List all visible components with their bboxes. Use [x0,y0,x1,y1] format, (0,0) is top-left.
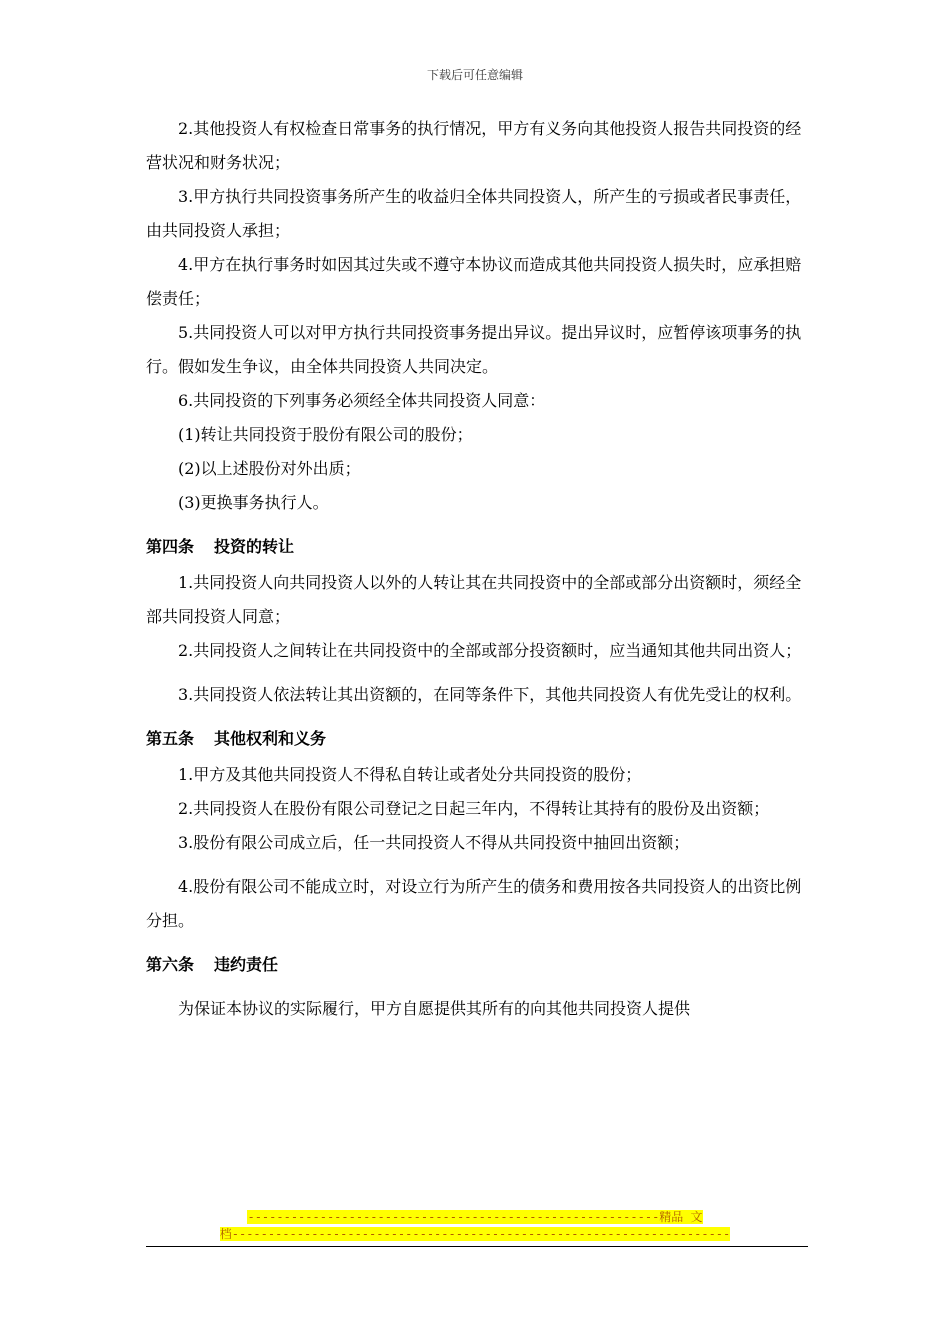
footer-watermark-line1: ---------------------------------------------------------精品 文 [247,1210,703,1224]
footer-watermark-line2: 档--------------------------------------------------------------------- [219,1227,731,1241]
section-number: 第四条 [146,537,195,556]
paragraph: 4.甲方在执行事务时如因其过失或不遵守本协议而造成其他共同投资人损失时，应承担赔偿责任； [146,255,802,308]
paragraph: 5.共同投资人可以对甲方执行共同投资事务提出异议。提出异议时，应暂停该项事务的执行。假如发生争议，由全体共同投资人共同决定。 [146,323,802,376]
paragraph: (3)更换事务执行人。 [178,493,329,512]
paragraph: (2)以上述股份对外出质； [178,459,361,478]
section-heading [146,722,808,756]
section-heading [146,948,808,982]
paragraph: 3.共同投资人依法转让其出资额的，在同等条件下，其他共同投资人有优先受让的权利。 [178,685,802,704]
paragraph: 1.甲方及其他共同投资人不得私自转让或者处分共同投资的股份； [178,765,642,784]
section-title: 其他权利和义务 [214,729,327,748]
footer-watermark [0,1209,950,1243]
paragraph: 3.股份有限公司成立后，任一共同投资人不得从共同投资中抽回出资额； [178,833,690,852]
page-header: 下载后可任意编辑 [426,68,523,82]
document-body [146,112,808,1026]
paragraph: (1)转让共同投资于股份有限公司的股份； [178,425,473,444]
paragraph: 2.共同投资人之间转让在共同投资中的全部或部分投资额时，应当通知其他共同出资人； [178,641,802,660]
paragraph: 为保证本协议的实际履行，甲方自愿提供其所有的向其他共同投资人提供 [178,999,691,1018]
section-number: 第六条 [146,955,195,974]
section-heading [146,530,808,564]
section-title: 违约责任 [214,955,279,974]
paragraph: 4.股份有限公司不能成立时，对设立行为所产生的债务和费用按各共同投资人的出资比例分担。 [146,877,802,930]
paragraph: 1.共同投资人向共同投资人以外的人转让其在共同投资中的全部或部分出资额时，须经全部共同投资人同意； [146,573,802,626]
paragraph: 2.其他投资人有权检查日常事务的执行情况，甲方有义务向其他投资人报告共同投资的经营状况和财务状况； [146,119,802,172]
footer-rule [146,1246,808,1247]
section-number: 第五条 [146,729,195,748]
section-title: 投资的转让 [214,537,295,556]
paragraph: 6.共同投资的下列事务必须经全体共同投资人同意： [178,391,546,410]
paragraph: 2.共同投资人在股份有限公司登记之日起三年内，不得转让其持有的股份及出资额； [178,799,770,818]
paragraph: 3.甲方执行共同投资事务所产生的收益归全体共同投资人，所产生的亏损或者民事责任，由共同投资人承担； [146,187,802,240]
